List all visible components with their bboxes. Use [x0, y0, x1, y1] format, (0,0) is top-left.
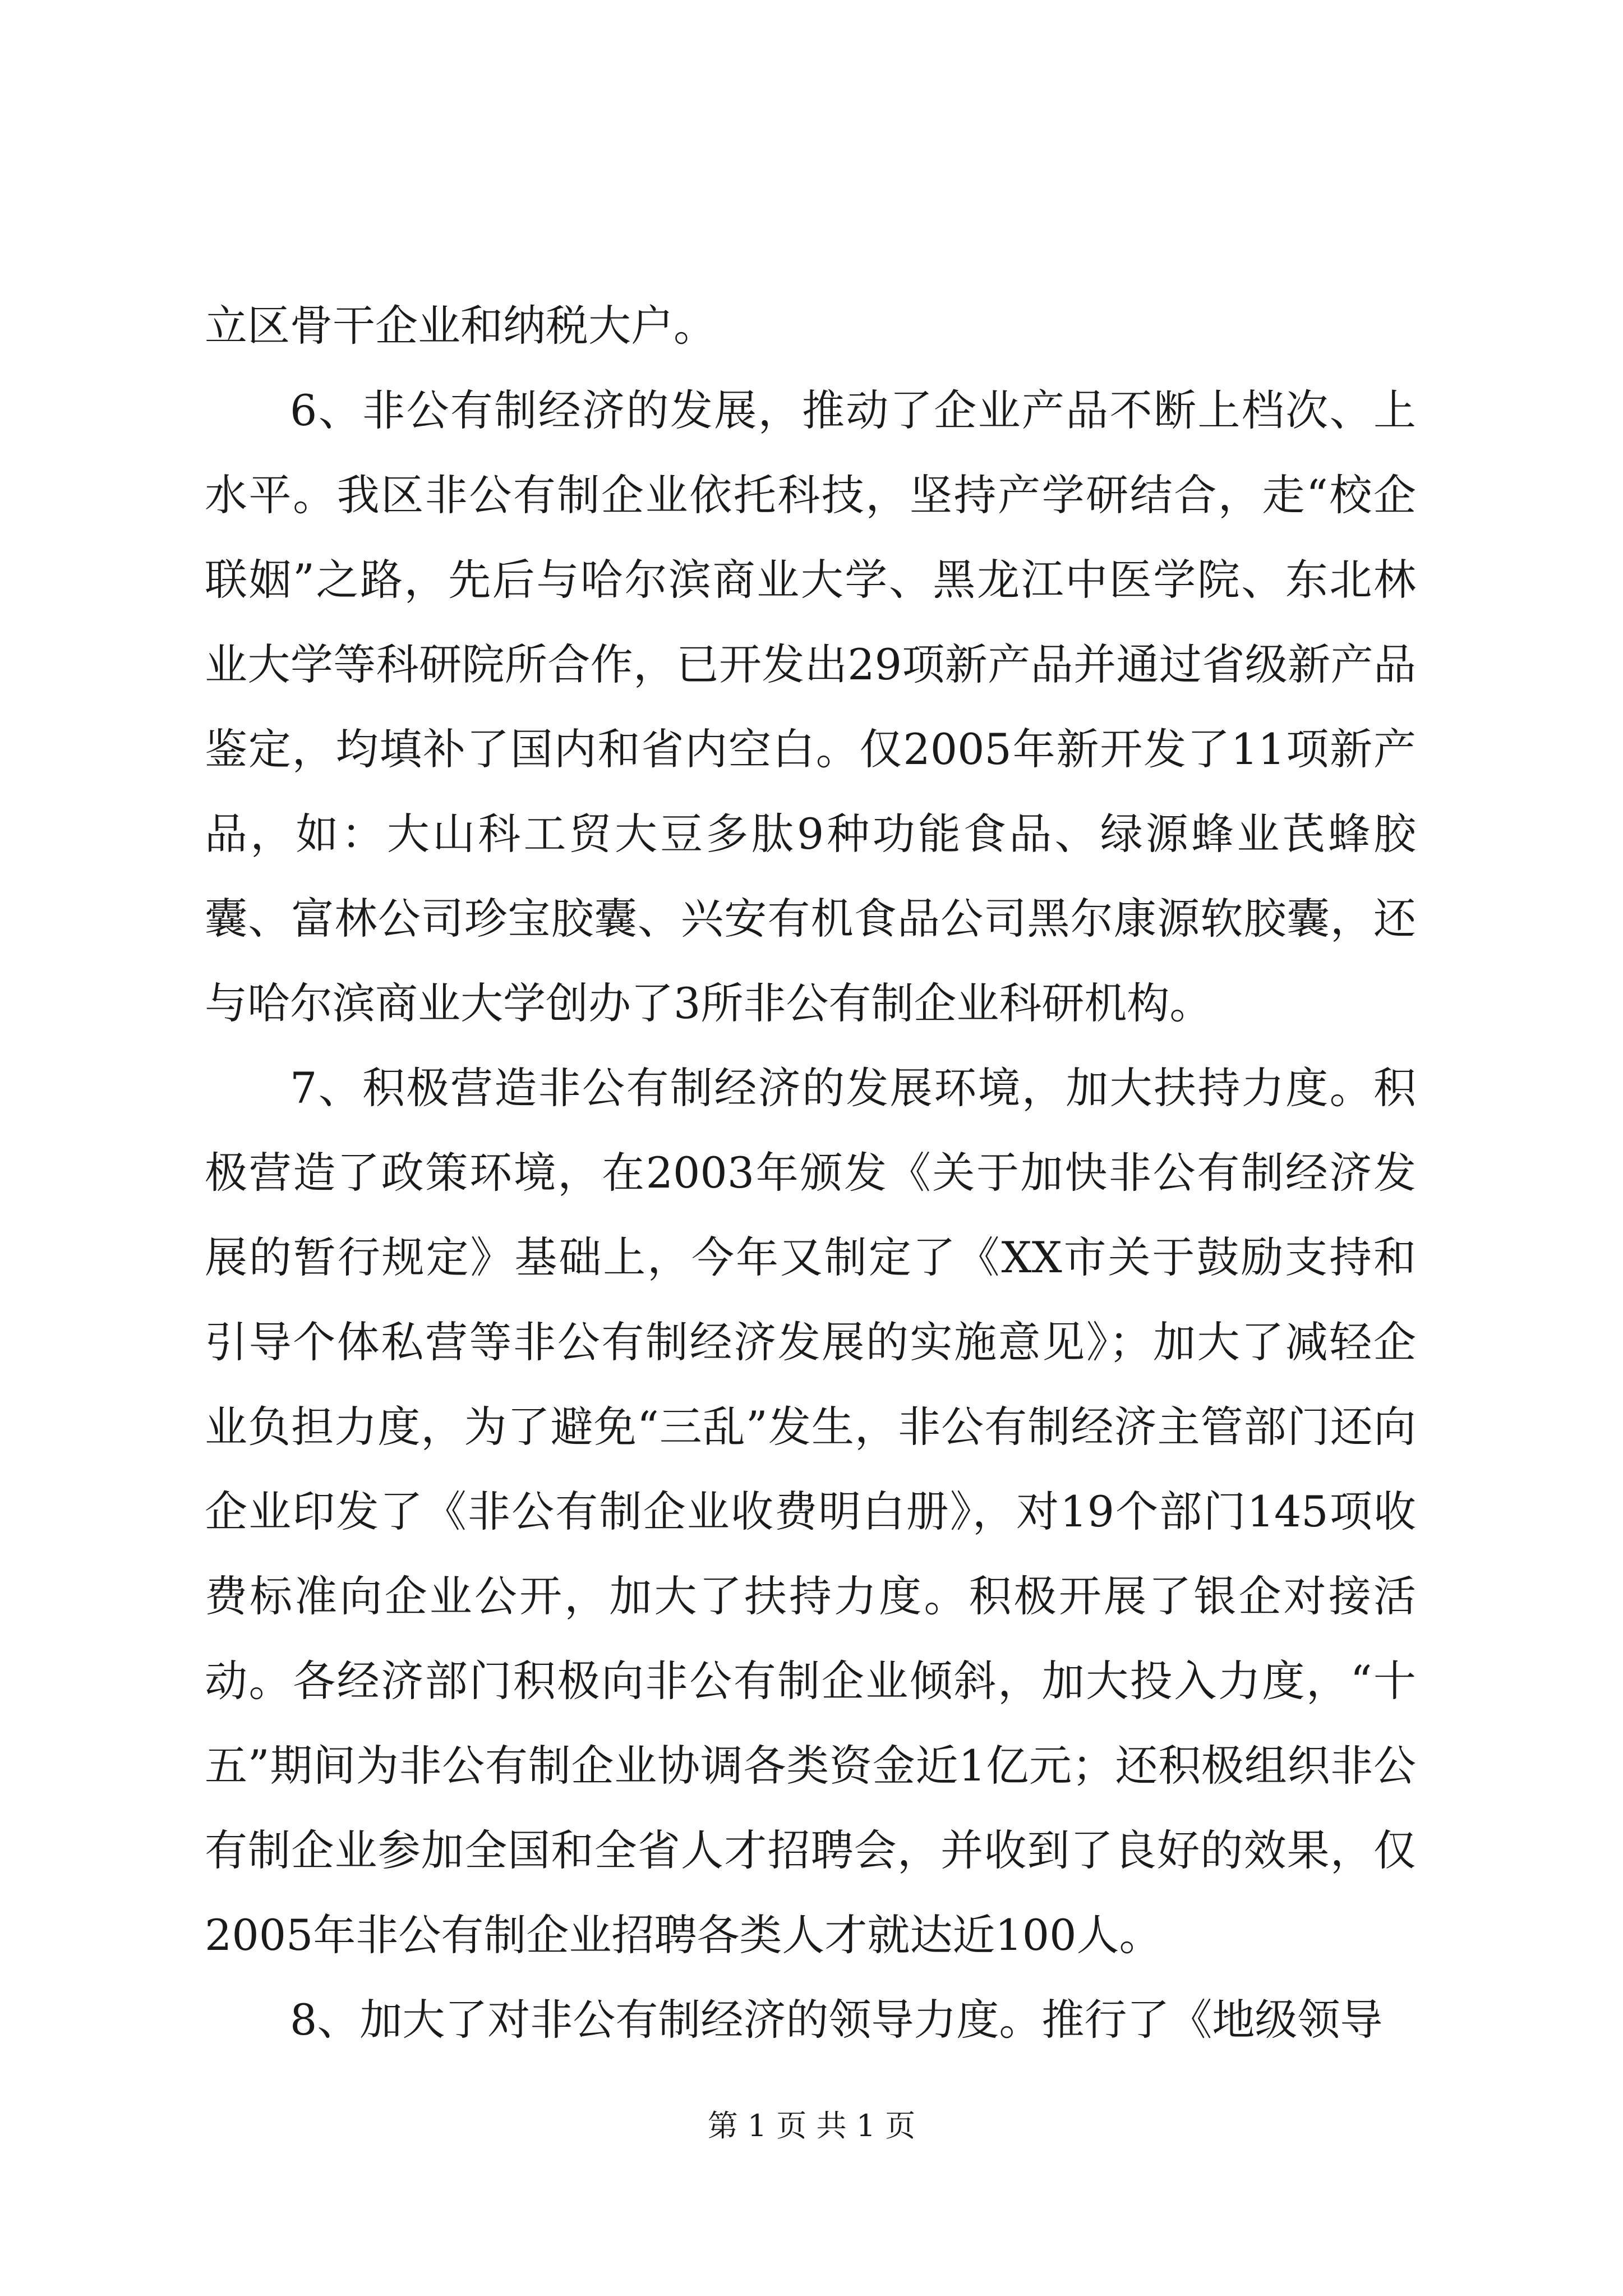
paragraph-8: 8、加大了对非公有制经济的领导力度。推行了《地级领导: [290, 1995, 1383, 2045]
page-footer: 第 1 页 共 1 页: [707, 2108, 916, 2143]
paragraph-7: 7、积极营造非公有制经济的发展环境，加大扶持力度。积极营造了政策环境，在2003年颁发《关于加快非公有制经济发展的暂行规定》基础上，今年又制定了《XX市关于鼓励支持和引导个体私营等非公有制经济发展的实施意见》；加大了减轻企业负担力度，为了避免“三乱”发生，非公有制经济主管部门还向企业印发了《非公有制企业收费明白册》，对19个部门145项收费标准向企业公开，加大了扶持力度。积极开展了银企对接活动。各经济部门积极向非公有制企业倾斜，加大投入力度，“十五”期间为非公有制企业协调各类资金近1亿元；还积极组织非公有制企业参加全国和全省人才招聘会，并收到了良好的效果，仅2005年非公有制企业招聘各类人才就达近100人。: [205, 1063, 1416, 1960]
document-body: [205, 283, 1416, 2062]
paragraph-continuation: 立区骨干企业和纳税大户。: [205, 301, 716, 351]
paragraph-6: 6、非公有制经济的发展，推动了企业产品不断上档次、上水平。我区非公有制企业依托科技，坚持产学研结合，走“校企联姻”之路，先后与哈尔滨商业大学、黑龙江中医学院、东北林业大学等科研院所合作，已开发出29项新产品并通过省级新产品鉴定，均填补了国内和省内空白。仅2005年新开发了11项新产品，如：大山科工贸大豆多肽9种功能食品、绿源蜂业芪蜂胶囊、富林公司珍宝胶囊、兴安有机食品公司黑尔康源软胶囊，还与哈尔滨商业大学创办了3所非公有制企业科研机构。: [205, 385, 1416, 1028]
